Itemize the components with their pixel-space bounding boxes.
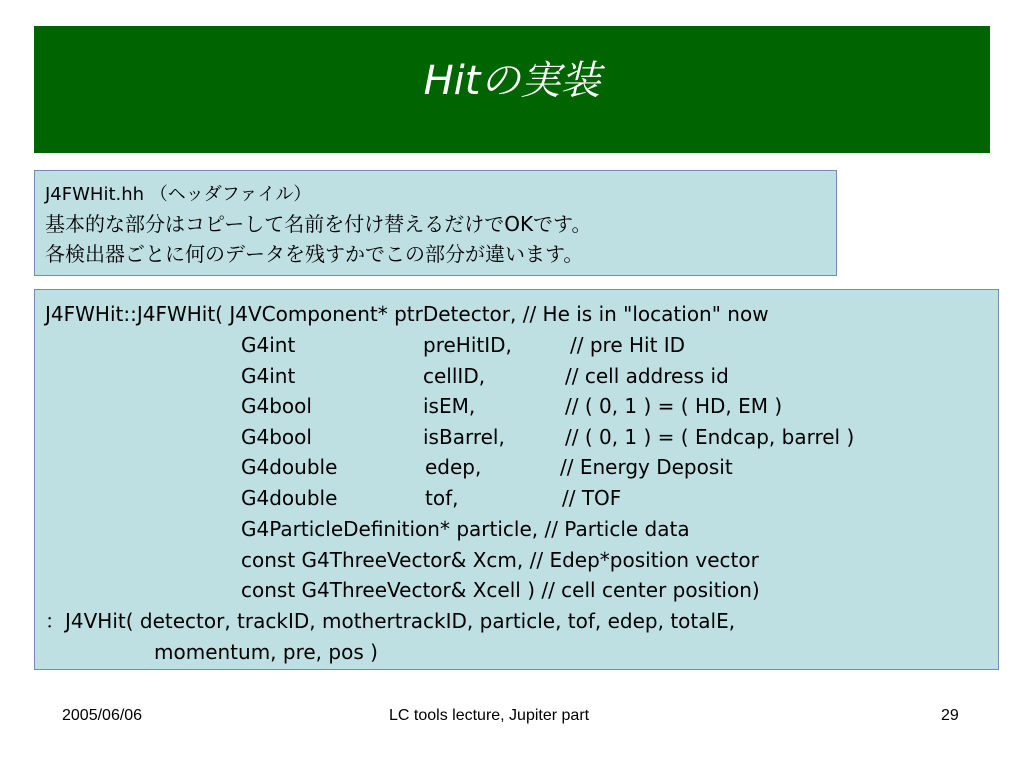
param-comment: // ( 0, 1 ) = ( Endcap, barrel ) [565, 425, 855, 449]
code-constructor-line: J4FWHit::J4FWHit( J4VComponent* ptrDetector, // He is in "location" now [45, 302, 769, 326]
slide-number: 29 [941, 707, 959, 724]
code-param-line: const G4ThreeVector& Xcm, // Edep*position vector [241, 548, 759, 572]
param-name: isBarrel, [423, 425, 505, 449]
param-type: G4double [241, 455, 338, 479]
code-initializer-line: ：J4VHit( detector, trackID, mothertrackID, particle, tof, edep, totalE, [45, 609, 736, 633]
param-type: G4int [241, 333, 296, 357]
code-param-line: G4ParticleDefinition* particle, // Particle data [241, 517, 690, 541]
param-name: isEM, [423, 394, 476, 418]
info-box [34, 170, 837, 276]
param-comment: // ( 0, 1 ) = ( HD, EM ) [565, 394, 783, 418]
param-name: cellID, [423, 364, 486, 388]
slide-title: Hitの実装 [423, 58, 601, 104]
param-name: tof, [425, 486, 459, 510]
info-line-header-file: J4FWHit.hh （ヘッダファイル） [45, 184, 312, 205]
param-type: G4double [241, 486, 338, 510]
param-comment: // cell address id [565, 364, 729, 388]
param-comment: // Energy Deposit [560, 455, 733, 479]
param-type: G4bool [241, 394, 312, 418]
code-box [34, 289, 999, 670]
code-initializer-continuation: momentum, pre, pos ) [154, 640, 378, 664]
code-param-line: const G4ThreeVector& Xcell ) // cell center position) [241, 578, 760, 602]
param-comment: // TOF [562, 486, 622, 510]
title-bar [34, 26, 990, 153]
info-line-detector-data: 各検出器ごとに何のデータを残すかでこの部分が違います。 [45, 242, 584, 266]
footer-date: 2005/06/06 [62, 707, 143, 724]
param-type: G4int [241, 364, 296, 388]
param-type: G4bool [241, 425, 312, 449]
param-comment: // pre Hit ID [570, 333, 686, 357]
param-name: preHitID, [423, 333, 512, 357]
info-line-copy-rename: 基本的な部分はコピーして名前を付け替えるだけでOKです。 [45, 212, 592, 236]
param-name: edep, [425, 455, 482, 479]
footer-title: LC tools lecture, Jupiter part [389, 707, 590, 724]
